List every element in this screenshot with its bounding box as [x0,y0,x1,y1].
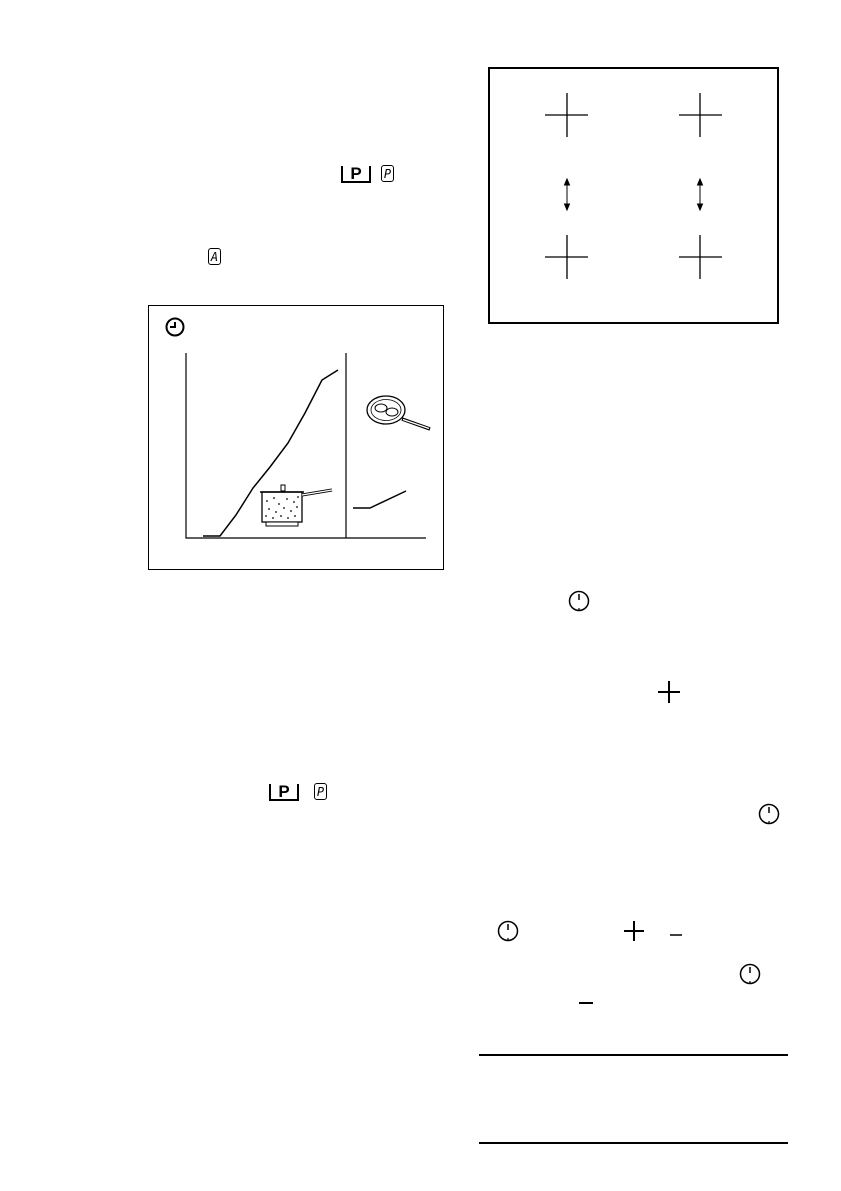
plus-icon [656,679,682,705]
display-a-letter: A [210,249,219,264]
up-down-arrow-icon [698,179,703,210]
timer-icon [496,919,520,943]
cooking-curve-diagram [148,305,444,570]
up-down-arrow-icon [565,179,570,210]
pot-p-letter: P [350,164,362,183]
display-p-letter: P [316,784,325,799]
cooking-zones-diagram [488,67,779,324]
timer-icon [738,962,762,986]
plus-icon [622,919,646,943]
divider-bottom [479,1142,788,1144]
pot-p-icon [340,162,372,186]
display-a-icon [208,248,221,265]
clock-icon [167,319,184,336]
minus-icon [578,993,594,1003]
pot-p-icon [268,780,300,804]
pot-p-letter: P [278,782,290,801]
minus-icon [669,925,683,935]
divider-top [479,1054,788,1056]
saucepan-illustration [260,485,332,526]
display-p-icon [381,165,394,182]
display-p-icon [314,783,327,800]
timer-icon [757,802,781,826]
timer-icon [567,589,591,613]
frying-pan-illustration [367,396,430,429]
display-p-letter: P [383,166,392,181]
